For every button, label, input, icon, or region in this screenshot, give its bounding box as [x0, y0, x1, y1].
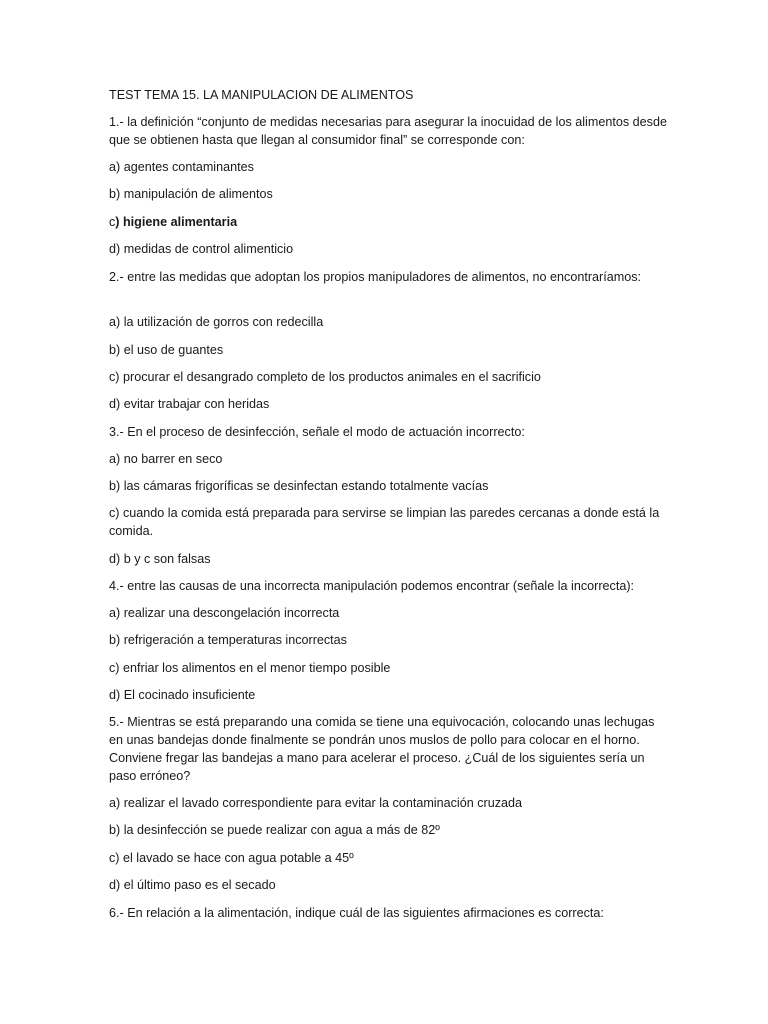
question-1-option-c	[109, 213, 669, 231]
question-3-option-d: d) b y c son falsas	[109, 552, 211, 566]
question-1-text: 1.- la definición “conjunto de medidas necesarias para asegurar la inocuidad de los alimentos desde que se obtienen hasta que llegan al consumidor final” se corresponde con:	[109, 115, 667, 147]
question-5-option-a: a) realizar el lavado correspondiente para evitar la contaminación cruzada	[109, 796, 523, 810]
question-4-option-a: a) realizar una descongelación incorrecta	[109, 606, 340, 620]
question-5-option-d: d) el último paso es el secado	[109, 878, 276, 892]
question-6-text: 6.- En relación a la alimentación, indique cuál de las siguientes afirmaciones es correcta:	[109, 906, 604, 920]
question-4-option-c: c) enfriar los alimentos en el menor tiempo posible	[109, 661, 391, 675]
question-3-option-b: b) las cámaras frigoríficas se desinfectan estando totalmente vacías	[109, 479, 489, 493]
question-2-option-a: a) la utilización de gorros con redecilla	[109, 315, 324, 329]
question-1-option-b: b) manipulación de alimentos	[109, 187, 273, 201]
question-5-text: 5.- Mientras se está preparando una comida se tiene una equivocación, colocando unas lechugas en unas bandejas donde finalmente se pondrán unos muslos de pollo para colocar en el horno. Conviene fregar las bandejas a mano para acelerar el proceso. ¿Cuál de los siguientes sería un paso erróneo?	[109, 715, 655, 783]
question-4-text: 4.- entre las causas de una incorrecta manipulación podemos encontrar (señale la incorrecta):	[109, 579, 635, 593]
question-3-option-c: c) cuando la comida está preparada para servirse se limpian las paredes cercanas a donde está la comida.	[109, 506, 660, 538]
question-2-option-b: b) el uso de guantes	[109, 343, 224, 357]
question-4-option-d: d) El cocinado insuficiente	[109, 688, 256, 702]
document-title: TEST TEMA 15. LA MANIPULACION DE ALIMENTOS	[109, 88, 414, 102]
question-1-option-d: d) medidas de control alimenticio	[109, 242, 294, 256]
question-3-text: 3.- En el proceso de desinfección, señale el modo de actuación incorrecto:	[109, 425, 525, 439]
correct-answer: ) higiene alimentaria	[115, 215, 238, 229]
option-c-letter: c	[109, 215, 116, 229]
question-2-text: 2.- entre las medidas que adoptan los propios manipuladores de alimentos, no encontraríamos:	[109, 270, 642, 284]
question-2-option-c: c) procurar el desangrado completo de los productos animales en el sacrificio	[109, 370, 541, 384]
question-5-option-b: b) la desinfección se puede realizar con agua a más de 82º	[109, 823, 440, 837]
question-1-option-a: a) agentes contaminantes	[109, 160, 254, 174]
question-5-option-c: c) el lavado se hace con agua potable a 45º	[109, 851, 354, 865]
question-2-option-d: d) evitar trabajar con heridas	[109, 397, 270, 411]
question-3-option-a: a) no barrer en seco	[109, 452, 223, 466]
question-4-option-b: b) refrigeración a temperaturas incorrectas	[109, 633, 347, 647]
